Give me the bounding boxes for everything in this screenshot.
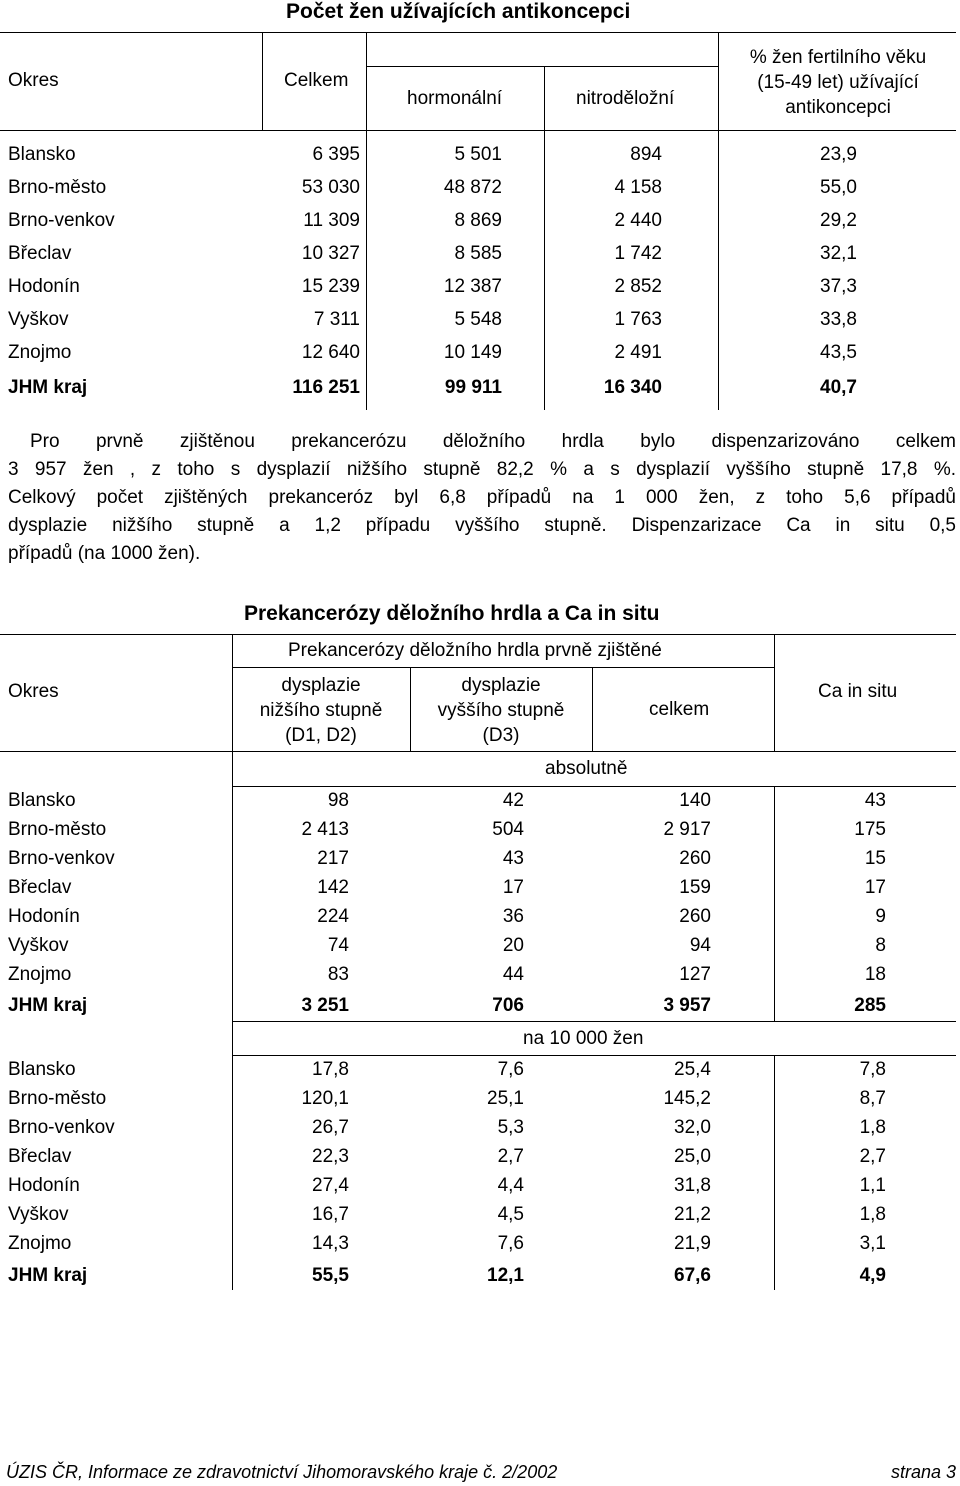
celkem-cell: 31,8 xyxy=(674,1175,711,1196)
d3-cell: 36 xyxy=(502,906,524,927)
d3-cell: 7,6 xyxy=(497,1059,524,1080)
table-row xyxy=(0,1232,960,1256)
table-row xyxy=(0,934,960,958)
okres-cell: Brno-venkov xyxy=(8,210,115,231)
table2-absolute-rule xyxy=(232,786,956,787)
table1-header-hormonalni: hormonální xyxy=(407,88,503,109)
table2-header-celkem: celkem xyxy=(649,699,710,720)
table-row xyxy=(0,176,960,200)
celkem-cell: 15 239 xyxy=(301,276,360,297)
table-row xyxy=(0,209,960,233)
celkem-cell: 10 327 xyxy=(301,243,360,264)
celkem-cell: 67,6 xyxy=(674,1265,711,1286)
okres-cell: Znojmo xyxy=(8,1233,72,1254)
celkem-cell: 25,0 xyxy=(674,1146,711,1167)
table1-header-okres: Okres xyxy=(8,70,59,91)
d3-cell: 20 xyxy=(502,935,524,956)
hormonalni-cell: 12 387 xyxy=(443,276,502,297)
table-row xyxy=(0,1145,960,1169)
okres-cell: Vyškov xyxy=(8,309,69,330)
table2-header-d12-line: dysplazie xyxy=(281,675,361,696)
table2-header-group: Prekancerózy děložního hrdla prvně zjištěné xyxy=(288,640,662,661)
celkem-cell: 7 311 xyxy=(313,309,360,330)
d12-cell: 17,8 xyxy=(312,1059,349,1080)
table2-header-d12 xyxy=(232,673,410,748)
ca-cell: 2,7 xyxy=(859,1146,886,1167)
d12-cell: 2 413 xyxy=(301,819,349,840)
procento-cell: 55,0 xyxy=(820,177,857,198)
okres-cell: Hodonín xyxy=(8,906,80,927)
table-row-total xyxy=(0,1264,960,1288)
nitrodelozni-cell: 1 742 xyxy=(614,243,662,264)
okres-cell: Vyškov xyxy=(8,935,69,956)
d12-cell: 142 xyxy=(317,877,349,898)
table2-header-rule xyxy=(0,751,956,752)
table1-title: Počet žen užívajících antikoncepci xyxy=(286,0,631,23)
ca-cell: 175 xyxy=(854,819,886,840)
table-row xyxy=(0,242,960,266)
okres-cell: JHM kraj xyxy=(8,995,88,1016)
table1-header-rule xyxy=(0,130,956,131)
d12-cell: 217 xyxy=(317,848,349,869)
d3-cell: 2,7 xyxy=(497,1146,524,1167)
ca-cell: 18 xyxy=(864,964,886,985)
table2-title: Prekancerózy děložního hrdla a Ca in situ xyxy=(244,602,660,625)
okres-cell: Břeclav xyxy=(8,877,72,898)
nitrodelozni-cell: 2 440 xyxy=(614,210,662,231)
celkem-cell: 116 251 xyxy=(292,377,360,398)
nitrodelozni-cell: 2 491 xyxy=(614,342,662,363)
ca-cell: 9 xyxy=(875,906,886,927)
ca-cell: 43 xyxy=(864,790,886,811)
table2-top-rule xyxy=(0,634,956,635)
ca-cell: 4,9 xyxy=(859,1265,886,1286)
table-row xyxy=(0,1058,960,1082)
celkem-cell: 94 xyxy=(689,935,711,956)
d3-cell: 25,1 xyxy=(487,1088,524,1109)
table-row xyxy=(0,818,960,842)
procento-cell: 43,5 xyxy=(820,342,857,363)
table2-rate-rule xyxy=(232,1055,956,1056)
table-row xyxy=(0,143,960,167)
d3-cell: 706 xyxy=(492,995,524,1016)
d12-cell: 16,7 xyxy=(312,1204,349,1225)
d12-cell: 120,1 xyxy=(301,1088,349,1109)
celkem-cell: 260 xyxy=(679,848,711,869)
d3-cell: 4,4 xyxy=(497,1175,524,1196)
section-label-absolute: absolutně xyxy=(545,758,628,779)
okres-cell: Brno-město xyxy=(8,819,107,840)
celkem-cell: 53 030 xyxy=(301,177,360,198)
table-row xyxy=(0,905,960,929)
okres-cell: Hodonín xyxy=(8,1175,80,1196)
ca-cell: 7,8 xyxy=(859,1059,886,1080)
table1-header-percent-line: (15-49 let) užívající xyxy=(757,72,919,93)
table-row xyxy=(0,308,960,332)
hormonalni-cell: 5 548 xyxy=(454,309,502,330)
okres-cell: JHM kraj xyxy=(8,377,88,398)
okres-cell: Hodonín xyxy=(8,276,80,297)
table-row xyxy=(0,1116,960,1140)
okres-cell: Břeclav xyxy=(8,1146,72,1167)
okres-cell: Vyškov xyxy=(8,1204,69,1225)
celkem-cell: 21,2 xyxy=(674,1204,711,1225)
d12-cell: 83 xyxy=(327,964,349,985)
paragraph-line: Celkový počet zjištěných prekanceróz byl 6,8 případů na 1 000 žen, z toho 5,6 případů xyxy=(8,487,956,508)
d12-cell: 22,3 xyxy=(312,1146,349,1167)
summary-paragraph xyxy=(8,428,956,568)
ca-cell: 285 xyxy=(854,995,886,1016)
hormonalni-cell: 8 585 xyxy=(454,243,502,264)
celkem-cell: 145,2 xyxy=(663,1088,711,1109)
d3-cell: 42 xyxy=(502,790,524,811)
d12-cell: 3 251 xyxy=(301,995,349,1016)
okres-cell: Brno-město xyxy=(8,1088,107,1109)
d12-cell: 27,4 xyxy=(312,1175,349,1196)
table-row xyxy=(0,876,960,900)
okres-cell: Blansko xyxy=(8,1059,76,1080)
table1-header-percent-line: % žen fertilního věku xyxy=(749,47,927,68)
table2-header-d3-line: (D3) xyxy=(482,725,520,746)
celkem-cell: 32,0 xyxy=(674,1117,711,1138)
okres-cell: Blansko xyxy=(8,790,76,811)
okres-cell: Znojmo xyxy=(8,342,72,363)
okres-cell: Brno-venkov xyxy=(8,848,115,869)
hormonalni-cell: 5 501 xyxy=(454,144,502,165)
okres-cell: Brno-venkov xyxy=(8,1117,115,1138)
ca-cell: 1,8 xyxy=(859,1117,886,1138)
ca-cell: 1,1 xyxy=(859,1175,886,1196)
nitrodelozni-cell: 4 158 xyxy=(614,177,662,198)
ca-cell: 17 xyxy=(864,877,886,898)
table2-col-divider xyxy=(592,667,593,751)
ca-cell: 3,1 xyxy=(859,1233,886,1254)
procento-cell: 29,2 xyxy=(820,210,857,231)
d3-cell: 5,3 xyxy=(497,1117,524,1138)
table2-header-d3 xyxy=(410,673,592,748)
nitrodelozni-cell: 894 xyxy=(630,144,662,165)
table-row xyxy=(0,847,960,871)
ca-cell: 8,7 xyxy=(859,1088,886,1109)
d12-cell: 98 xyxy=(327,790,349,811)
ca-cell: 8 xyxy=(875,935,886,956)
celkem-cell: 11 309 xyxy=(303,210,360,231)
procento-cell: 37,3 xyxy=(820,276,857,297)
table1-col-divider xyxy=(262,32,263,130)
hormonalni-cell: 48 872 xyxy=(443,177,502,198)
footer-page-number: strana 3 xyxy=(890,1462,956,1482)
table-row xyxy=(0,1087,960,1111)
d3-cell: 4,5 xyxy=(497,1204,524,1225)
okres-cell: JHM kraj xyxy=(8,1265,88,1286)
nitrodelozni-cell: 2 852 xyxy=(614,276,662,297)
table1-top-rule xyxy=(0,32,956,33)
paragraph-line: případů (na 1000 žen). xyxy=(8,543,201,564)
nitrodelozni-cell: 16 340 xyxy=(603,377,662,398)
section-label-rate: na 10 000 žen xyxy=(523,1028,644,1049)
table1-header-percent xyxy=(720,45,956,120)
d3-cell: 7,6 xyxy=(497,1233,524,1254)
table-row-total xyxy=(0,376,960,400)
d12-cell: 55,5 xyxy=(312,1265,349,1286)
procento-cell: 40,7 xyxy=(820,377,857,398)
table1-header-percent-line: antikoncepci xyxy=(785,97,891,118)
table2-header-d3-line: vyššího stupně xyxy=(437,700,565,721)
table2-header-okres: Okres xyxy=(8,681,59,702)
d3-cell: 12,1 xyxy=(487,1265,524,1286)
paragraph-line: 3 957 žen , z toho s dysplazií nižšího stupně 82,2 % a s dysplazií vyššího stupně 17,8 %. xyxy=(8,459,956,480)
table1-header-nitrodelozni: nitroděložní xyxy=(576,88,675,109)
celkem-cell: 260 xyxy=(679,906,711,927)
table2-col-divider xyxy=(774,634,775,751)
nitrodelozni-cell: 1 763 xyxy=(614,309,662,330)
table2-header-d3-line: dysplazie xyxy=(461,675,541,696)
table-row-total xyxy=(0,994,960,1018)
celkem-cell: 159 xyxy=(679,877,711,898)
celkem-cell: 21,9 xyxy=(674,1233,711,1254)
table-row xyxy=(0,789,960,813)
celkem-cell: 12 640 xyxy=(301,342,360,363)
procento-cell: 33,8 xyxy=(820,309,857,330)
paragraph-line: Pro prvně zjištěnou prekancerózu děložního hrdla bylo dispenzarizováno celkem xyxy=(30,431,956,452)
celkem-cell: 127 xyxy=(679,964,711,985)
d3-cell: 17 xyxy=(502,877,524,898)
d3-cell: 43 xyxy=(502,848,524,869)
procento-cell: 23,9 xyxy=(820,144,857,165)
footer-source: ÚZIS ČR, Informace ze zdravotnictví Jihomoravského kraje č. 2/2002 xyxy=(6,1462,558,1482)
hormonalni-cell: 99 911 xyxy=(444,377,502,398)
okres-cell: Brno-město xyxy=(8,177,107,198)
table2-group-rule xyxy=(232,667,774,668)
table2-header-d12-line: nižšího stupně xyxy=(259,700,383,721)
table1-vtom-rule xyxy=(366,66,718,67)
table2-header-ca: Ca in situ xyxy=(818,681,898,702)
d3-cell: 44 xyxy=(502,964,524,985)
table-row xyxy=(0,1174,960,1198)
paragraph-line: dysplazie nižšího stupně a 1,2 případu vyššího stupně. Dispenzarizace Ca in situ 0,5 xyxy=(8,515,956,536)
celkem-cell: 2 917 xyxy=(663,819,711,840)
table-row xyxy=(0,275,960,299)
hormonalni-cell: 8 869 xyxy=(454,210,502,231)
d12-cell: 26,7 xyxy=(312,1117,349,1138)
ca-cell: 15 xyxy=(864,848,886,869)
okres-cell: Znojmo xyxy=(8,964,72,985)
table2-rate-top-rule xyxy=(232,1021,956,1022)
table-row xyxy=(0,963,960,987)
d3-cell: 504 xyxy=(492,819,524,840)
hormonalni-cell: 10 149 xyxy=(443,342,502,363)
celkem-cell: 6 395 xyxy=(312,144,360,165)
celkem-cell: 140 xyxy=(679,790,711,811)
table1-header-celkem: Celkem xyxy=(284,70,349,91)
d12-cell: 74 xyxy=(327,935,349,956)
celkem-cell: 3 957 xyxy=(663,995,711,1016)
okres-cell: Blansko xyxy=(8,144,76,165)
table-row xyxy=(0,1203,960,1227)
table-row xyxy=(0,341,960,365)
okres-cell: Břeclav xyxy=(8,243,72,264)
table2-header-d12-line: (D1, D2) xyxy=(285,725,357,746)
ca-cell: 1,8 xyxy=(859,1204,886,1225)
d12-cell: 224 xyxy=(317,906,349,927)
d12-cell: 14,3 xyxy=(312,1233,349,1254)
celkem-cell: 25,4 xyxy=(674,1059,711,1080)
procento-cell: 32,1 xyxy=(820,243,857,264)
